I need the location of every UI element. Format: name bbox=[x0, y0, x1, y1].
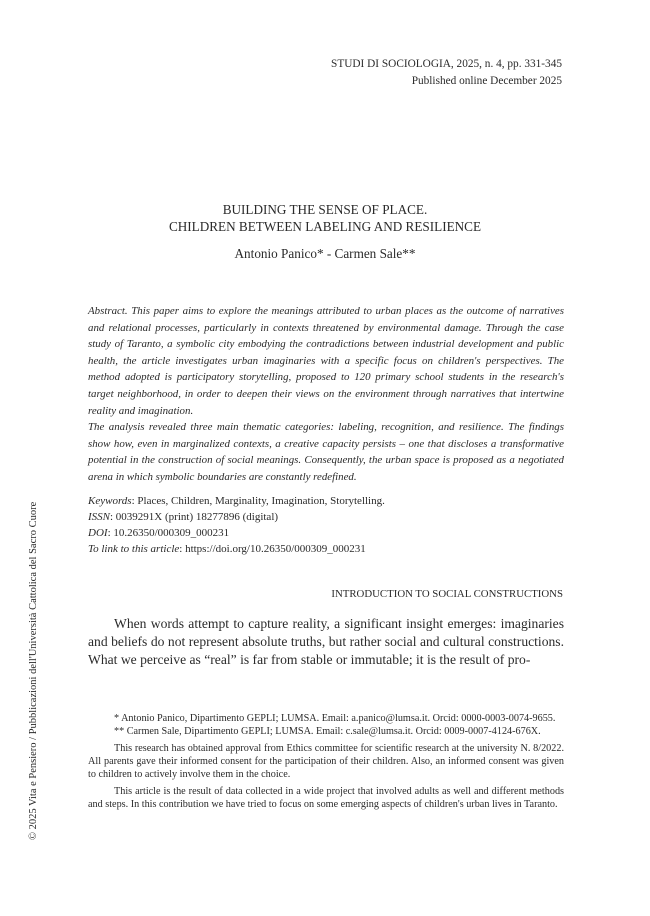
abstract-paragraph-1: Abstract. This paper aims to explore the meanings attributed to urban places as the outcome of narratives and relational processes, particularly in contexts threatened by environmental damage. Through the case study of Taranto, a symbolic city embodying the contradictions between industrial development and public health, the article investigates urban imaginaries with a specific focus on children's perspectives. The method adopted is participatory storytelling, proposed to 120 primary school students in the research's target neighborhood, in order to deepen their views on the environment through narratives that intertwine reality and imagination. bbox=[88, 305, 564, 417]
doi-line bbox=[88, 525, 385, 541]
authors: Antonio Panico* - Carmen Sale** bbox=[234, 246, 416, 261]
issn-line bbox=[88, 509, 385, 525]
issn-label: ISSN bbox=[88, 511, 110, 523]
journal-citation: STUDI DI SOCIOLOGIA, 2025, n. 4, pp. 331-345 bbox=[331, 58, 562, 70]
copyright-sidebar: © 2025 Vita e Pensiero / Pubblicazioni dell'Università Cattolica del Sacro Cuore bbox=[28, 501, 39, 840]
published-date: Published online December 2025 bbox=[411, 75, 562, 87]
link-label: To link to this article bbox=[88, 543, 180, 555]
article-metadata bbox=[88, 493, 385, 557]
title-line-2: CHILDREN BETWEEN LABELING AND RESILIENCE bbox=[168, 219, 482, 234]
issn-value: : 0039291X (print) 18277896 (digital) bbox=[110, 511, 279, 523]
footnote-1: * Antonio Panico, Dipartimento GEPLI; LUMSA. Email: a.panico@lumsa.it. Orcid: 0000-0003-0074-9655. bbox=[114, 713, 556, 724]
keywords-label: Keywords bbox=[88, 495, 132, 507]
journal-header bbox=[331, 56, 562, 90]
body-paragraph: When words attempt to capture reality, a significant insight emerges: imaginaries and beliefs do not represent absolute truths, but rather social and cultural constructions. What we perceive as “real” is far from stable or immutable; it is the result of pro- bbox=[88, 616, 564, 667]
link-line bbox=[88, 541, 385, 557]
footnotes bbox=[88, 712, 564, 815]
abstract bbox=[88, 303, 564, 486]
body-text bbox=[88, 615, 564, 669]
article-link[interactable]: : https://doi.org/10.26350/000309_000231 bbox=[179, 543, 366, 555]
doi-label: DOI bbox=[88, 527, 108, 539]
footnote-2: ** Carmen Sale, Dipartimento GEPLI; LUMSA. Email: c.sale@lumsa.it. Orcid: 0009-0007-4124-676X. bbox=[114, 726, 541, 737]
keywords-line bbox=[88, 493, 385, 509]
article-title bbox=[0, 201, 650, 235]
footnote-3: This research has obtained approval from Ethics committee for scientific research at the university N. 8/2022. All parents gave their informed consent for the participation of their children. Also, an informed consent was given to children to actively involve them in the choice. bbox=[88, 743, 564, 780]
abstract-paragraph-2: The analysis revealed three main thematic categories: labeling, recognition, and resilience. The findings show how, even in marginalized contexts, a creative capacity persists – one that discloses a transformative potential in the construction of social meanings. Consequently, the urban space is proposed as a negotiated arena in which symbolic boundaries are constantly redefined. bbox=[88, 421, 564, 483]
footnote-4: This article is the result of data collected in a wide project that involved adults as well and different methods and steps. In this contribution we have tried to focus on some emerging aspects of children's urban lives in Taranto. bbox=[88, 786, 564, 810]
keywords-value: : Places, Children, Marginality, Imagination, Storytelling. bbox=[131, 495, 385, 507]
section-heading: INTRODUCTION TO SOCIAL CONSTRUCTIONS bbox=[331, 588, 563, 600]
doi-value: : 10.26350/000309_000231 bbox=[107, 527, 230, 539]
title-line-1: BUILDING THE SENSE OF PLACE. bbox=[222, 202, 428, 217]
